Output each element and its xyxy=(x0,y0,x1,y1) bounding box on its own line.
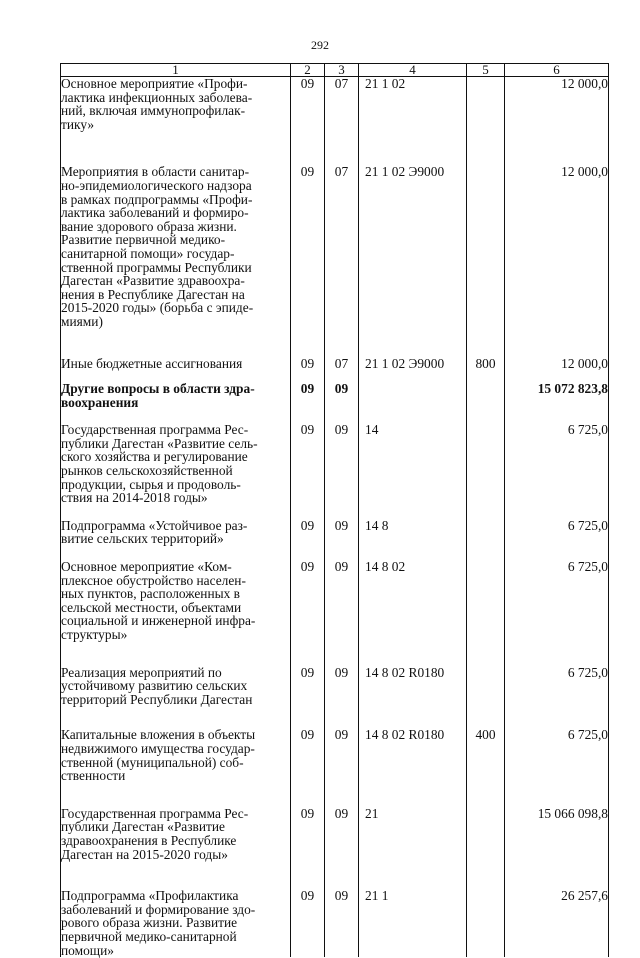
table-row xyxy=(61,546,609,642)
table-row xyxy=(61,706,609,782)
subsection-code: 09 xyxy=(325,783,359,861)
row-name-line: Иные бюджетные ассигнования xyxy=(61,355,243,371)
amount: 15 072 823,8 xyxy=(505,370,609,409)
row-name-line: воохранения xyxy=(61,394,139,410)
row-name-line: лактика инфекционных заболева- xyxy=(61,89,253,105)
row-name xyxy=(61,370,291,409)
subsection-code: 07 xyxy=(325,131,359,328)
row-name-line: Дагестан «Развитие здравоохра- xyxy=(61,273,245,289)
row-name-line: рового образа жизни. Развитие xyxy=(61,915,238,931)
section-code: 09 xyxy=(291,706,325,782)
row-name-line: Основное мероприятие «Ком- xyxy=(61,559,232,575)
row-name-line: публики Дагестан «Развитие xyxy=(61,819,225,835)
row-name-line: лактика заболеваний и формиро- xyxy=(61,205,249,221)
row-name-line: первичной медико-санитарной xyxy=(61,928,237,944)
row-name-line: ского хозяйства и регулирование xyxy=(61,449,248,465)
row-name-line: Капитальные вложения в объекты xyxy=(61,727,256,743)
row-name-line: Развитие первичной медико- xyxy=(61,232,226,248)
column-header: 3 xyxy=(325,64,359,77)
row-name-line: Государственная программа Рес- xyxy=(61,422,249,438)
row-name-line: Подпрограмма «Устойчивое раз- xyxy=(61,517,248,533)
row-name xyxy=(61,409,291,505)
section-code: 09 xyxy=(291,783,325,861)
row-name xyxy=(61,77,291,132)
page-number: 292 xyxy=(311,38,329,52)
row-name xyxy=(61,783,291,861)
table-row xyxy=(61,131,609,328)
expense-type-code: 400 xyxy=(467,706,505,782)
column-header: 6 xyxy=(505,64,609,77)
expense-type-code xyxy=(467,783,505,861)
row-name-line: Основное мероприятие «Профи- xyxy=(61,76,248,91)
section-code: 09 xyxy=(291,329,325,371)
table-header-row xyxy=(61,64,609,77)
subsection-code: 09 xyxy=(325,505,359,546)
section-code: 09 xyxy=(291,77,325,132)
table-row xyxy=(61,77,609,132)
section-code: 09 xyxy=(291,642,325,707)
row-name-line: ственной (муниципальной) соб- xyxy=(61,754,244,770)
row-name xyxy=(61,642,291,707)
target-article-code: 14 8 xyxy=(359,505,467,546)
row-name-line: рынков сельскохозяйственной xyxy=(61,463,233,479)
table-row xyxy=(61,505,609,546)
expense-type-code: 800 xyxy=(467,329,505,371)
column-header: 5 xyxy=(467,64,505,77)
subsection-code: 09 xyxy=(325,861,359,957)
column-header: 4 xyxy=(359,64,467,77)
section-code: 09 xyxy=(291,546,325,642)
target-article-code: 21 1 02 Э9000 xyxy=(359,131,467,328)
row-name-line: нения в Республике Дагестан на xyxy=(61,286,245,302)
budget-table xyxy=(60,63,609,957)
amount: 12 000,0 xyxy=(505,329,609,371)
subsection-code: 09 xyxy=(325,706,359,782)
row-name xyxy=(61,329,291,371)
target-article-code: 21 1 xyxy=(359,861,467,957)
amount: 15 066 098,8 xyxy=(505,783,609,861)
column-header: 1 xyxy=(61,64,291,77)
row-name-line: помощи» xyxy=(61,942,114,958)
row-name-line: Государственная программа Рес- xyxy=(61,805,249,821)
section-code: 09 xyxy=(291,131,325,328)
section-code: 09 xyxy=(291,409,325,505)
row-name-line: ствия на 2014-2018 годы» xyxy=(61,490,208,506)
amount: 6 725,0 xyxy=(505,505,609,546)
row-name xyxy=(61,505,291,546)
row-name-line: территорий Республики Дагестан xyxy=(61,691,253,707)
row-name-line: ственной программы Республики xyxy=(61,259,252,275)
row-name-line: недвижимого имущества государ- xyxy=(61,740,255,756)
expense-type-code xyxy=(467,370,505,409)
target-article-code: 21 1 02 Э9000 xyxy=(359,329,467,371)
target-article-code: 14 8 02 R0180 xyxy=(359,642,467,707)
expense-type-code xyxy=(467,861,505,957)
row-name-line: ний, включая иммунопрофилак- xyxy=(61,103,246,119)
row-name-line: Подпрограмма «Профилактика xyxy=(61,888,239,904)
table-row xyxy=(61,642,609,707)
row-name-line: плексное обустройство населен- xyxy=(61,572,246,588)
row-name-line: Дагестан на 2015-2020 годы» xyxy=(61,846,228,862)
amount: 12 000,0 xyxy=(505,77,609,132)
table-row xyxy=(61,783,609,861)
amount: 12 000,0 xyxy=(505,131,609,328)
target-article-code: 21 xyxy=(359,783,467,861)
row-name-line: Мероприятия в области санитар- xyxy=(61,164,250,180)
section-code: 09 xyxy=(291,861,325,957)
amount: 6 725,0 xyxy=(505,409,609,505)
subsection-code: 07 xyxy=(325,77,359,132)
subsection-code: 09 xyxy=(325,370,359,409)
table-row xyxy=(61,409,609,505)
expense-type-code xyxy=(467,131,505,328)
column-header: 2 xyxy=(291,64,325,77)
target-article-code xyxy=(359,370,467,409)
row-name-line: но-эпидемиологического надзора xyxy=(61,177,252,193)
amount: 6 725,0 xyxy=(505,546,609,642)
row-name xyxy=(61,546,291,642)
row-name-line: тику» xyxy=(61,116,95,132)
table-row xyxy=(61,861,609,957)
row-name-line: санитарной помощи» государ- xyxy=(61,245,235,261)
row-name-line: социальной и инженерной инфра- xyxy=(61,613,256,629)
row-name-line: вание здорового образа жизни. xyxy=(61,218,237,234)
expense-type-code xyxy=(467,642,505,707)
expense-type-code xyxy=(467,546,505,642)
target-article-code: 14 8 02 R0180 xyxy=(359,706,467,782)
subsection-code: 07 xyxy=(325,329,359,371)
row-name-line: миями) xyxy=(61,313,103,329)
target-article-code: 14 8 02 xyxy=(359,546,467,642)
table-row xyxy=(61,329,609,371)
target-article-code: 21 1 02 xyxy=(359,77,467,132)
row-name-line: в рамках подпрограммы «Профи- xyxy=(61,191,253,207)
expense-type-code xyxy=(467,505,505,546)
row-name-line: ных пунктов, расположенных в xyxy=(61,586,240,602)
amount: 6 725,0 xyxy=(505,642,609,707)
row-name-line: Другие вопросы в области здра- xyxy=(61,381,255,397)
row-name-line: структуры» xyxy=(61,627,128,642)
row-name xyxy=(61,131,291,328)
subsection-code: 09 xyxy=(325,546,359,642)
amount: 6 725,0 xyxy=(505,706,609,782)
row-name xyxy=(61,861,291,957)
table-row xyxy=(61,370,609,409)
row-name-line: 2015-2020 годы» (борьба с эпиде- xyxy=(61,300,254,316)
row-name-line: публики Дагестан «Развитие сель- xyxy=(61,435,258,451)
row-name-line: продукции, сырья и продоволь- xyxy=(61,476,241,492)
row-name-line: витие сельских территорий» xyxy=(61,531,224,547)
row-name-line: ственности xyxy=(61,768,126,784)
table-body xyxy=(61,77,609,958)
subsection-code: 09 xyxy=(325,642,359,707)
row-name-line: Реализация мероприятий по xyxy=(61,664,222,680)
expense-type-code xyxy=(467,77,505,132)
row-name-line: сельской местности, объектами xyxy=(61,599,242,615)
amount: 26 257,6 xyxy=(505,861,609,957)
subsection-code: 09 xyxy=(325,409,359,505)
row-name xyxy=(61,706,291,782)
section-code: 09 xyxy=(291,505,325,546)
section-code: 09 xyxy=(291,370,325,409)
row-name-line: заболеваний и формирование здо- xyxy=(61,901,256,917)
expense-type-code xyxy=(467,409,505,505)
target-article-code: 14 xyxy=(359,409,467,505)
row-name-line: устойчивому развитию сельских xyxy=(61,678,248,694)
row-name-line: здравоохранения в Республике xyxy=(61,832,237,848)
